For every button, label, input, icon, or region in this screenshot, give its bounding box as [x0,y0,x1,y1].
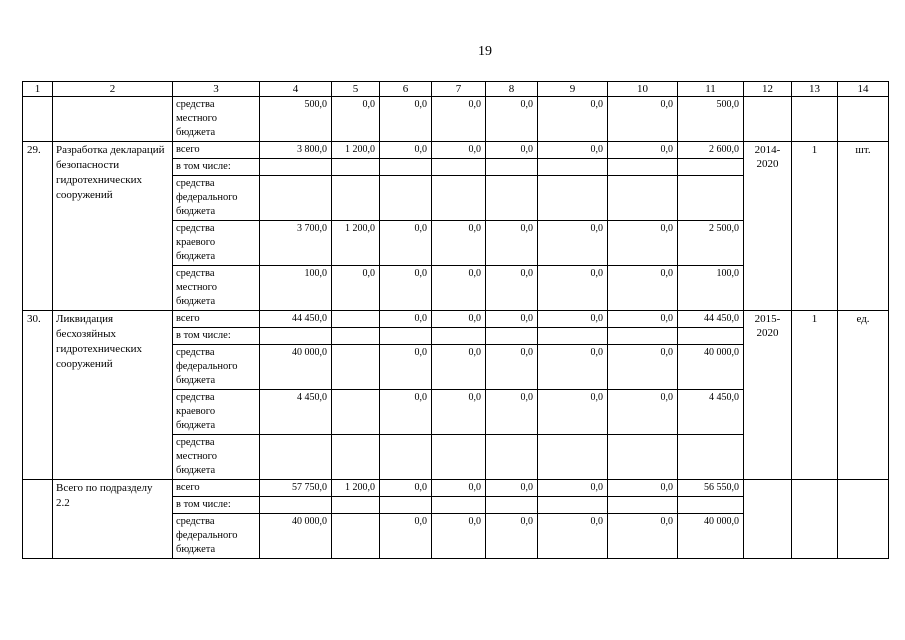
column-header: 11 [678,82,744,97]
source-label: средства федерального бюджета [173,345,260,390]
source-label: средства краевого бюджета [173,390,260,435]
value-cell: 0,0 [486,390,538,435]
value-cell: 0,0 [380,266,432,311]
value-cell [332,159,380,176]
source-label: средства местного бюджета [173,97,260,142]
item-number: 29. [23,142,53,311]
value-cell [380,328,432,345]
item-name: Ликвидация бесхозяйных гидротехнических сооружений [53,311,173,480]
value-cell [678,328,744,345]
unit-cell: ед. [838,311,889,480]
value-cell: 0,0 [608,311,678,328]
value-cell: 0,0 [380,311,432,328]
value-cell: 57 750,0 [260,480,332,497]
value-cell [432,497,486,514]
value-cell [678,176,744,221]
value-cell: 0,0 [538,142,608,159]
source-label: средства краевого бюджета [173,221,260,266]
value-cell: 44 450,0 [678,311,744,328]
item-number: 30. [23,311,53,480]
source-label: в том числе: [173,328,260,345]
value-cell [260,435,332,480]
value-cell [332,435,380,480]
value-cell [380,159,432,176]
value-cell: 0,0 [608,266,678,311]
value-cell: 0,0 [432,480,486,497]
value-cell: 0,0 [538,311,608,328]
table-row [23,480,889,497]
column-header: 2 [53,82,173,97]
value-cell [260,176,332,221]
table-row [23,311,889,328]
value-cell: 100,0 [260,266,332,311]
budget-table [22,81,889,559]
column-header: 9 [538,82,608,97]
value-cell: 3 700,0 [260,221,332,266]
value-cell: 0,0 [538,266,608,311]
value-cell: 0,0 [608,221,678,266]
value-cell [332,345,380,390]
source-label: всего [173,142,260,159]
value-cell: 2 500,0 [678,221,744,266]
value-cell [332,176,380,221]
unit-cell: шт. [838,142,889,311]
table-row [23,97,889,142]
column-header: 4 [260,82,332,97]
column-header: 8 [486,82,538,97]
value-cell: 2 600,0 [678,142,744,159]
value-cell [538,176,608,221]
value-cell: 0,0 [486,142,538,159]
value-cell: 0,0 [380,514,432,559]
quantity-cell [792,480,838,559]
source-label: в том числе: [173,497,260,514]
column-header: 12 [744,82,792,97]
value-cell: 0,0 [486,345,538,390]
value-cell [332,514,380,559]
item-name: Разработка деклараций безопасности гидротехнических сооружений [53,142,173,311]
value-cell: 56 550,0 [678,480,744,497]
value-cell: 0,0 [538,221,608,266]
value-cell [432,159,486,176]
value-cell [608,497,678,514]
value-cell: 0,0 [432,221,486,266]
item-name-cell [53,97,173,142]
value-cell: 0,0 [432,266,486,311]
value-cell: 0,0 [608,345,678,390]
value-cell: 44 450,0 [260,311,332,328]
value-cell: 0,0 [486,480,538,497]
value-cell: 0,0 [432,311,486,328]
value-cell [260,497,332,514]
value-cell: 0,0 [538,97,608,142]
period-cell: 2015-2020 [744,311,792,480]
period-cell [744,97,792,142]
value-cell [486,328,538,345]
source-label: всего [173,311,260,328]
source-label: всего [173,480,260,497]
value-cell [486,176,538,221]
value-cell: 0,0 [332,97,380,142]
value-cell: 40 000,0 [678,345,744,390]
column-number-row [23,82,889,97]
value-cell: 100,0 [678,266,744,311]
value-cell: 0,0 [486,97,538,142]
value-cell [538,435,608,480]
value-cell [260,159,332,176]
value-cell [432,176,486,221]
unit-cell [838,97,889,142]
quantity-cell: 1 [792,142,838,311]
value-cell: 0,0 [608,514,678,559]
source-label: средства местного бюджета [173,435,260,480]
value-cell: 1 200,0 [332,480,380,497]
value-cell: 1 200,0 [332,142,380,159]
value-cell: 0,0 [432,97,486,142]
item-number-cell [23,480,53,559]
value-cell: 0,0 [608,142,678,159]
value-cell: 0,0 [538,390,608,435]
value-cell: 0,0 [432,514,486,559]
value-cell: 0,0 [608,390,678,435]
value-cell: 4 450,0 [678,390,744,435]
value-cell: 0,0 [538,514,608,559]
value-cell: 0,0 [380,390,432,435]
value-cell: 0,0 [432,345,486,390]
value-cell: 0,0 [538,345,608,390]
value-cell: 0,0 [486,221,538,266]
period-cell: 2014-2020 [744,142,792,311]
source-label: в том числе: [173,159,260,176]
value-cell: 0,0 [380,221,432,266]
value-cell [608,176,678,221]
column-header: 13 [792,82,838,97]
value-cell: 0,0 [486,514,538,559]
value-cell: 0,0 [380,97,432,142]
value-cell: 40 000,0 [260,514,332,559]
value-cell [432,328,486,345]
value-cell: 0,0 [380,480,432,497]
value-cell [608,159,678,176]
quantity-cell [792,97,838,142]
value-cell: 0,0 [608,480,678,497]
value-cell [380,176,432,221]
value-cell: 1 200,0 [332,221,380,266]
value-cell: 0,0 [486,311,538,328]
value-cell: 0,0 [432,142,486,159]
value-cell [486,159,538,176]
value-cell: 4 450,0 [260,390,332,435]
item-number-cell [23,97,53,142]
value-cell: 40 000,0 [260,345,332,390]
value-cell [538,159,608,176]
subtotal-name: Всего по подразделу 2.2 [53,480,173,559]
column-header: 1 [23,82,53,97]
value-cell: 500,0 [678,97,744,142]
source-label: средства федерального бюджета [173,514,260,559]
column-header: 5 [332,82,380,97]
value-cell: 0,0 [380,142,432,159]
column-header: 7 [432,82,486,97]
column-header: 10 [608,82,678,97]
value-cell [608,328,678,345]
value-cell [538,497,608,514]
column-header: 6 [380,82,432,97]
source-label: средства местного бюджета [173,266,260,311]
value-cell [538,328,608,345]
value-cell [486,497,538,514]
value-cell: 0,0 [486,266,538,311]
value-cell [678,435,744,480]
value-cell: 0,0 [432,390,486,435]
value-cell [260,328,332,345]
value-cell [486,435,538,480]
source-label: средства федерального бюджета [173,176,260,221]
value-cell [678,159,744,176]
value-cell: 500,0 [260,97,332,142]
value-cell [380,435,432,480]
value-cell [332,390,380,435]
value-cell: 0,0 [538,480,608,497]
value-cell [332,497,380,514]
value-cell: 40 000,0 [678,514,744,559]
value-cell [432,435,486,480]
column-header: 14 [838,82,889,97]
page-number: 19 [478,44,492,59]
value-cell: 0,0 [332,266,380,311]
value-cell [332,311,380,328]
value-cell: 0,0 [380,345,432,390]
value-cell: 3 800,0 [260,142,332,159]
unit-cell [838,480,889,559]
column-header: 3 [173,82,260,97]
period-cell [744,480,792,559]
value-cell [678,497,744,514]
value-cell [380,497,432,514]
value-cell [332,328,380,345]
value-cell [608,435,678,480]
table-row [23,142,889,159]
value-cell: 0,0 [608,97,678,142]
quantity-cell: 1 [792,311,838,480]
